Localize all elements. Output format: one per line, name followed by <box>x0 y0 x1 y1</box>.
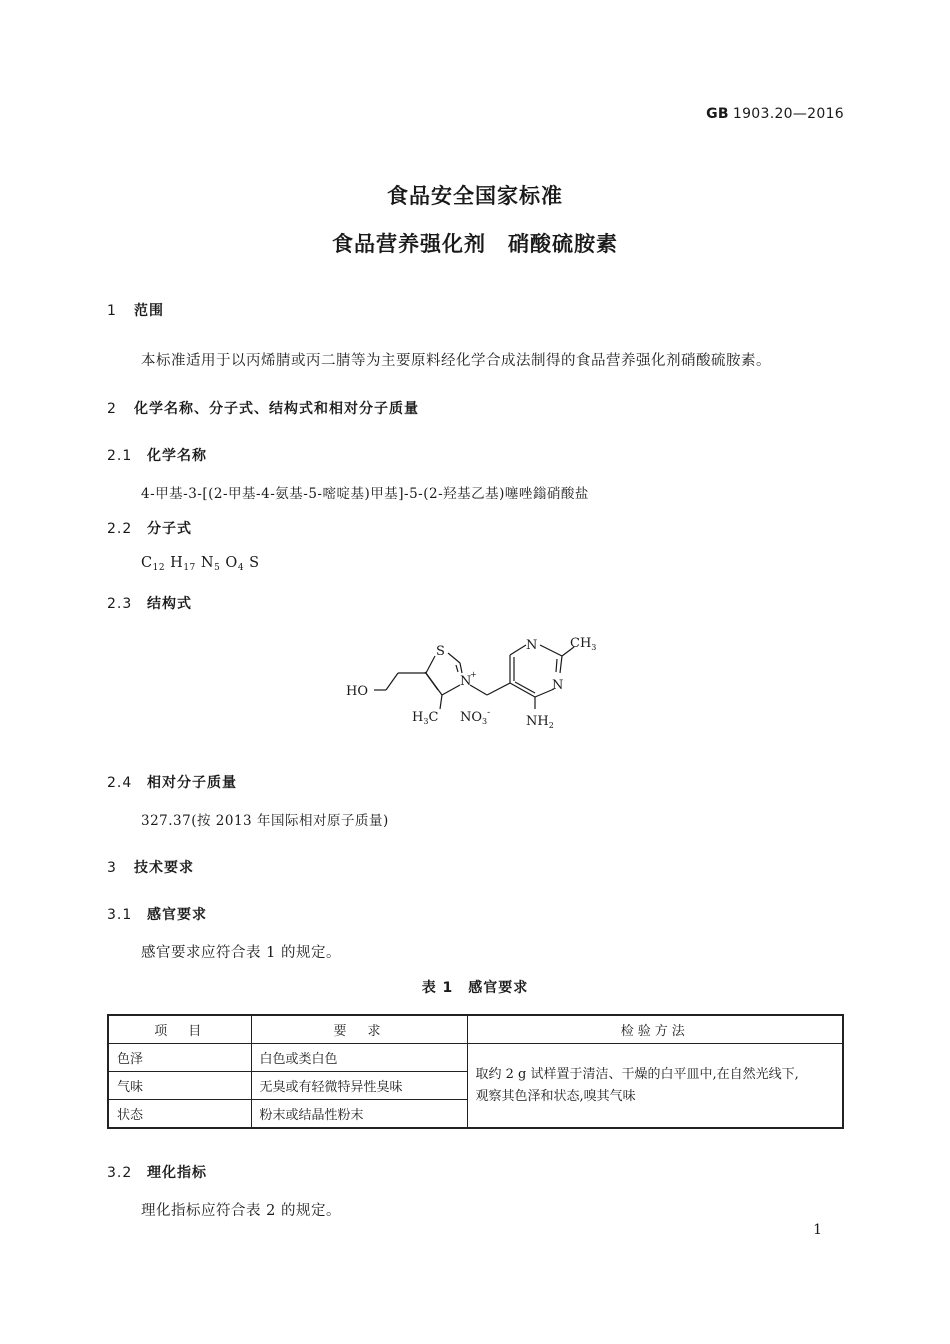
molecular-mass-text: 327.37(按 2013 年国际相对原子质量) <box>141 813 389 829</box>
header-item: 项 目 <box>108 1015 251 1044</box>
section-3-2-number: 3.2 <box>107 1165 133 1181</box>
atom-ho: HO <box>346 684 368 699</box>
section-2-title: 化学名称、分子式、结构式和相对分子质量 <box>134 401 419 417</box>
charge-plus: + <box>470 670 477 679</box>
section-2-3-heading <box>107 593 192 613</box>
row-item: 气味 <box>108 1072 251 1100</box>
method-cell <box>467 1044 843 1129</box>
ch3-right-ch: CH <box>570 636 592 651</box>
section-1-heading <box>107 300 164 320</box>
ch3-right-sub: 3 <box>591 643 597 652</box>
method-line-2: 观察其色泽和状态,嗅其气味 <box>475 1088 636 1104</box>
section-3-1-heading <box>107 904 207 924</box>
section-2-3-title: 结构式 <box>147 596 192 612</box>
header-requirement: 要 求 <box>251 1015 467 1044</box>
group-h3c <box>412 710 438 726</box>
section-2-2-title: 分子式 <box>147 521 192 537</box>
section-2-1-title: 化学名称 <box>147 448 207 464</box>
document-title-line1: 食品安全国家标准 <box>387 184 563 208</box>
formula-o-count: 4 <box>237 563 245 573</box>
table-header-row <box>108 1015 843 1044</box>
table-row <box>108 1044 843 1072</box>
section-1-text: 本标准适用于以丙烯腈或丙二腈等为主要原料经化学合成法制得的食品营养强化剂硝酸硫胺素。 <box>141 353 771 369</box>
section-3-title: 技术要求 <box>134 860 194 876</box>
formula-s: S <box>249 555 260 571</box>
standard-code-prefix: GB <box>706 106 729 122</box>
section-2-2-number: 2.2 <box>107 521 133 537</box>
group-nh2 <box>526 714 554 730</box>
row-requirement: 无臭或有轻微特异性臭味 <box>251 1072 467 1100</box>
section-2-4-number: 2.4 <box>107 775 133 791</box>
formula-o: O <box>225 555 238 571</box>
group-no3 <box>460 708 490 726</box>
row-item: 状态 <box>108 1100 251 1129</box>
document-title-line2: 食品营养强化剂 硝酸硫胺素 <box>332 232 618 256</box>
atom-n-right: N <box>552 678 564 693</box>
formula-c: C <box>141 555 153 571</box>
section-3-1-text: 感官要求应符合表 1 的规定。 <box>141 945 341 961</box>
row-item: 色泽 <box>108 1044 251 1072</box>
atom-n-top: N <box>526 638 538 653</box>
no3-no: NO <box>460 710 483 725</box>
section-1-title: 范围 <box>134 303 164 319</box>
group-ch3-right <box>570 636 596 652</box>
h3c-h: H <box>412 710 424 725</box>
standard-code-number: 1903.20—2016 <box>732 106 844 122</box>
section-3-2-text: 理化指标应符合表 2 的规定。 <box>141 1203 341 1219</box>
section-2-4-heading <box>107 772 237 792</box>
section-2-3-number: 2.3 <box>107 596 133 612</box>
section-3-heading <box>107 857 194 877</box>
formula-c-count: 12 <box>152 563 166 573</box>
formula-h-count: 17 <box>183 563 196 573</box>
standard-code <box>706 106 844 122</box>
section-2-number: 2 <box>107 401 117 417</box>
row-requirement: 粉末或结晶性粉末 <box>251 1100 467 1129</box>
section-1-number: 1 <box>107 303 117 319</box>
formula-h: H <box>170 555 184 571</box>
nh2-sub: 2 <box>548 721 554 730</box>
section-3-2-title: 理化指标 <box>147 1165 207 1181</box>
page-number: 1 <box>813 1222 822 1238</box>
molecular-formula <box>141 555 260 573</box>
structural-formula <box>330 625 630 745</box>
section-3-1-title: 感官要求 <box>147 907 207 923</box>
no3-charge: - <box>487 708 491 718</box>
nh2-nh: NH <box>526 714 549 729</box>
header-method: 检验方法 <box>467 1015 843 1044</box>
atom-s: S <box>436 644 445 659</box>
method-line-1: 取约 2 g 试样置于清洁、干燥的白平皿中,在自然光线下, <box>475 1066 799 1082</box>
section-2-1-number: 2.1 <box>107 448 133 464</box>
section-2-heading <box>107 398 419 418</box>
formula-n-count: 5 <box>214 563 221 573</box>
section-2-4-title: 相对分子质量 <box>147 775 237 791</box>
atom-n-plus: N <box>460 674 472 689</box>
h3c-sub: 3 <box>423 717 429 726</box>
table-1-caption: 表 1 感官要求 <box>421 980 529 996</box>
section-3-2-heading <box>107 1162 207 1182</box>
section-2-1-heading <box>107 445 207 465</box>
table-1-sensory-requirements <box>107 1014 844 1129</box>
h3c-c: C <box>428 710 439 725</box>
chemical-name-text: 4-甲基-3-[(2-甲基-4-氨基-5-嘧啶基)甲基]-5-(2-羟基乙基)噻唑鎓硝酸盐 <box>141 486 589 502</box>
row-requirement: 白色或类白色 <box>251 1044 467 1072</box>
section-3-number: 3 <box>107 860 117 876</box>
section-3-1-number: 3.1 <box>107 907 133 923</box>
no3-sub: 3 <box>482 717 488 726</box>
formula-n: N <box>200 555 215 571</box>
section-2-2-heading <box>107 518 192 538</box>
